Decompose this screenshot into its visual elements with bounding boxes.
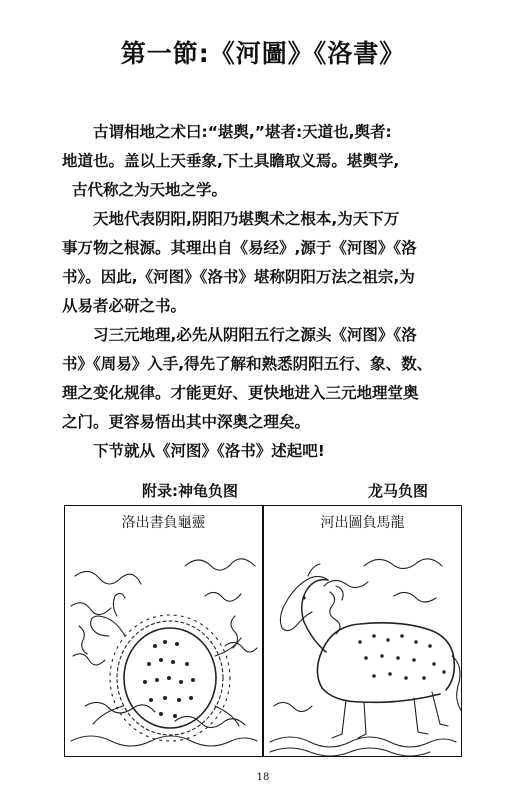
right-caption: 龙马负图	[368, 482, 429, 500]
body-text	[62, 118, 470, 466]
paragraph-3-line-1: 习三元地理,必先从阴阳五行之源头《河图》《洛	[93, 326, 417, 344]
paragraph-2-line-1: 天地代表阴阳,阴阳乃堪舆术之根本,为天下万	[93, 210, 400, 228]
paragraph-2-line-4: 从易者必研之书。	[62, 297, 187, 315]
paragraph-3	[62, 321, 470, 437]
paragraph-3-line-3: 理之变化规律。才能更好、更快地进入三元地理堂奥	[62, 384, 419, 402]
paragraph-4-line-1: 下节就从《河图》《洛书》述起吧!	[93, 442, 325, 460]
paragraph-3-line-2: 书》《周易》入手,得先了解和熟悉阴阳五行、象、数、	[62, 355, 433, 373]
left-caption: 附录:神龟负图	[142, 482, 238, 500]
paragraph-1	[62, 118, 470, 205]
appendix-captions	[0, 480, 526, 502]
horse-illustration	[264, 506, 462, 757]
horse-panel-title: 河出圖負馬龍	[320, 515, 405, 531]
horse-panel	[263, 505, 462, 757]
paragraph-2	[62, 205, 470, 321]
turtle-panel	[64, 505, 263, 757]
section-title: 第一節:《河圖》《洛書》	[120, 39, 406, 68]
page-number: 18	[256, 772, 270, 783]
paragraph-1-line-2: 地道也。盖以上天垂象,下土具瞻取义焉。堪舆学,	[62, 152, 400, 170]
paragraph-3-line-4: 之门。更容易悟出其中深奥之理矣。	[62, 413, 311, 431]
paragraph-2-line-3: 书》。因此,《河图》《洛书》堪称阴阳万法之祖宗,为	[62, 268, 415, 286]
turtle-panel-title: 洛出書負龜靈	[121, 515, 206, 531]
paragraph-1-line-1: 古谓相地之术曰:“堪舆,”堪者:天道也,舆者:	[93, 123, 392, 141]
paragraph-4	[62, 437, 470, 466]
paragraph-2-line-2: 事万物之根源。其理出自《易经》,源于《河图》《洛	[62, 239, 417, 257]
turtle-illustration	[65, 506, 263, 757]
paragraph-1-line-3: 古代称之为天地之学。	[72, 181, 228, 199]
